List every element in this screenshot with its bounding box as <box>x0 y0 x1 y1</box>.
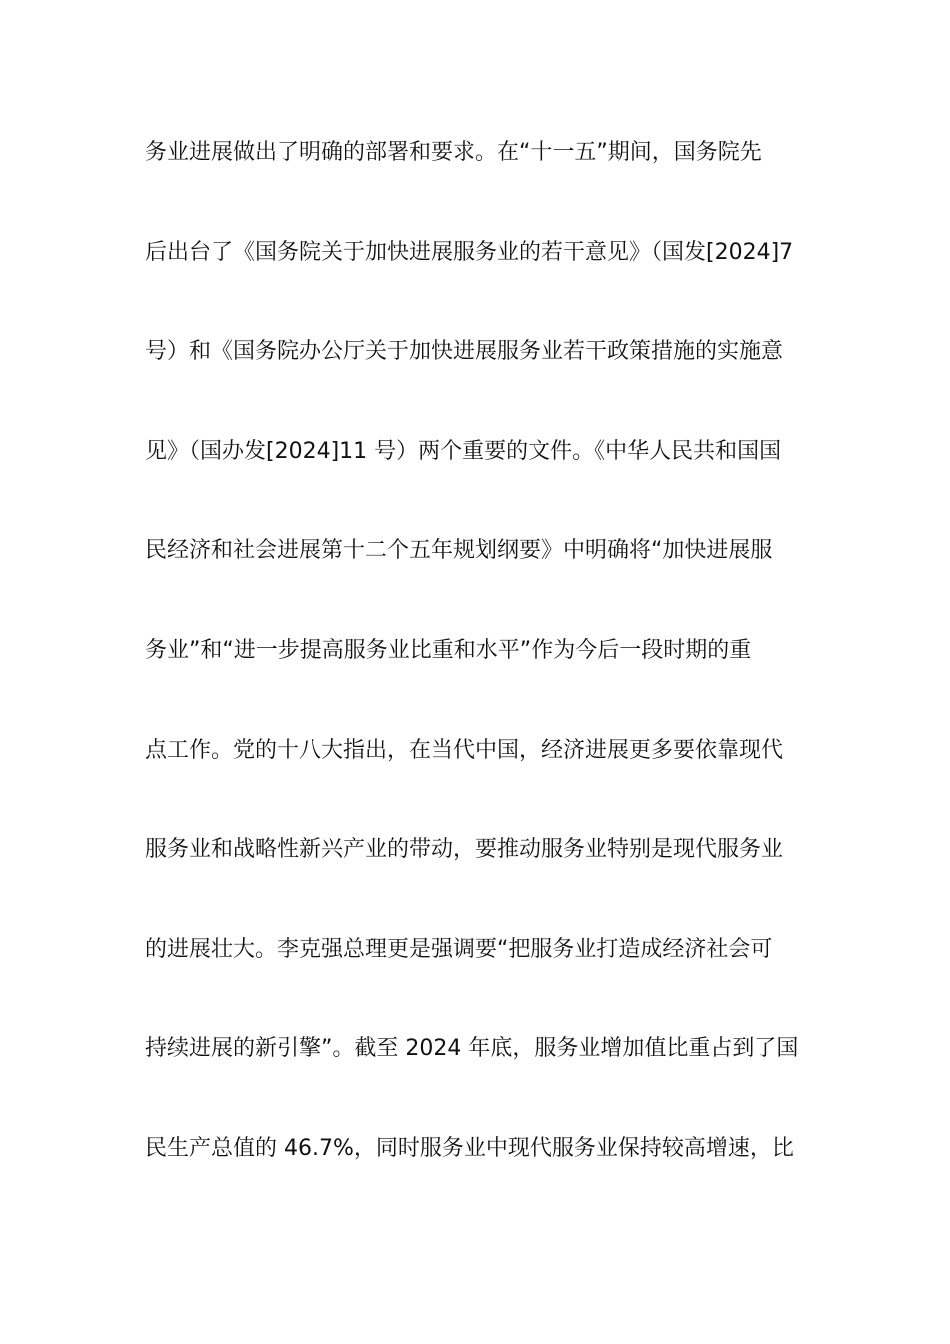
text-line-7: 点工作。党的十八大指出，在当代中国，经济进展更多要依靠现代 <box>145 737 784 763</box>
text-line-1: 务业进展做出了明确的部署和要求。在“十一五”期间，国务院先 <box>145 140 762 165</box>
text-line-6: 务业”和“进一步提高服务业比重和水平”作为今后一段时期的重 <box>145 637 752 663</box>
text-line-5: 民经济和社会进展第十二个五年规划纲要》中明确将“加快进展服 <box>145 538 773 564</box>
text-line-10: 持续进展的新引擎”。截至 2024 年底，服务业增加值比重占到了国 <box>145 1036 799 1062</box>
text-line-2: 后出台了《国务院关于加快进展服务业的若干意见》（国发[2024]7 <box>145 239 794 265</box>
text-line-8: 服务业和战略性新兴产业的带动，要推动服务业特别是现代服务业 <box>145 837 784 863</box>
text-line-9: 的进展壮大。李克强总理更是强调要“把服务业打造成经济社会可 <box>145 936 773 962</box>
text-line-11: 民生产总值的 46.7%，同时服务业中现代服务业保持较高增速，比 <box>145 1135 794 1161</box>
text-line-3: 号）和《国务院办公厅关于加快进展服务业若干政策措施的实施意 <box>145 339 784 365</box>
text-line-4: 见》（国办发[2024]11 号）两个重要的文件。《中华人民共和国国 <box>145 438 782 464</box>
body-text <box>145 128 815 1224</box>
